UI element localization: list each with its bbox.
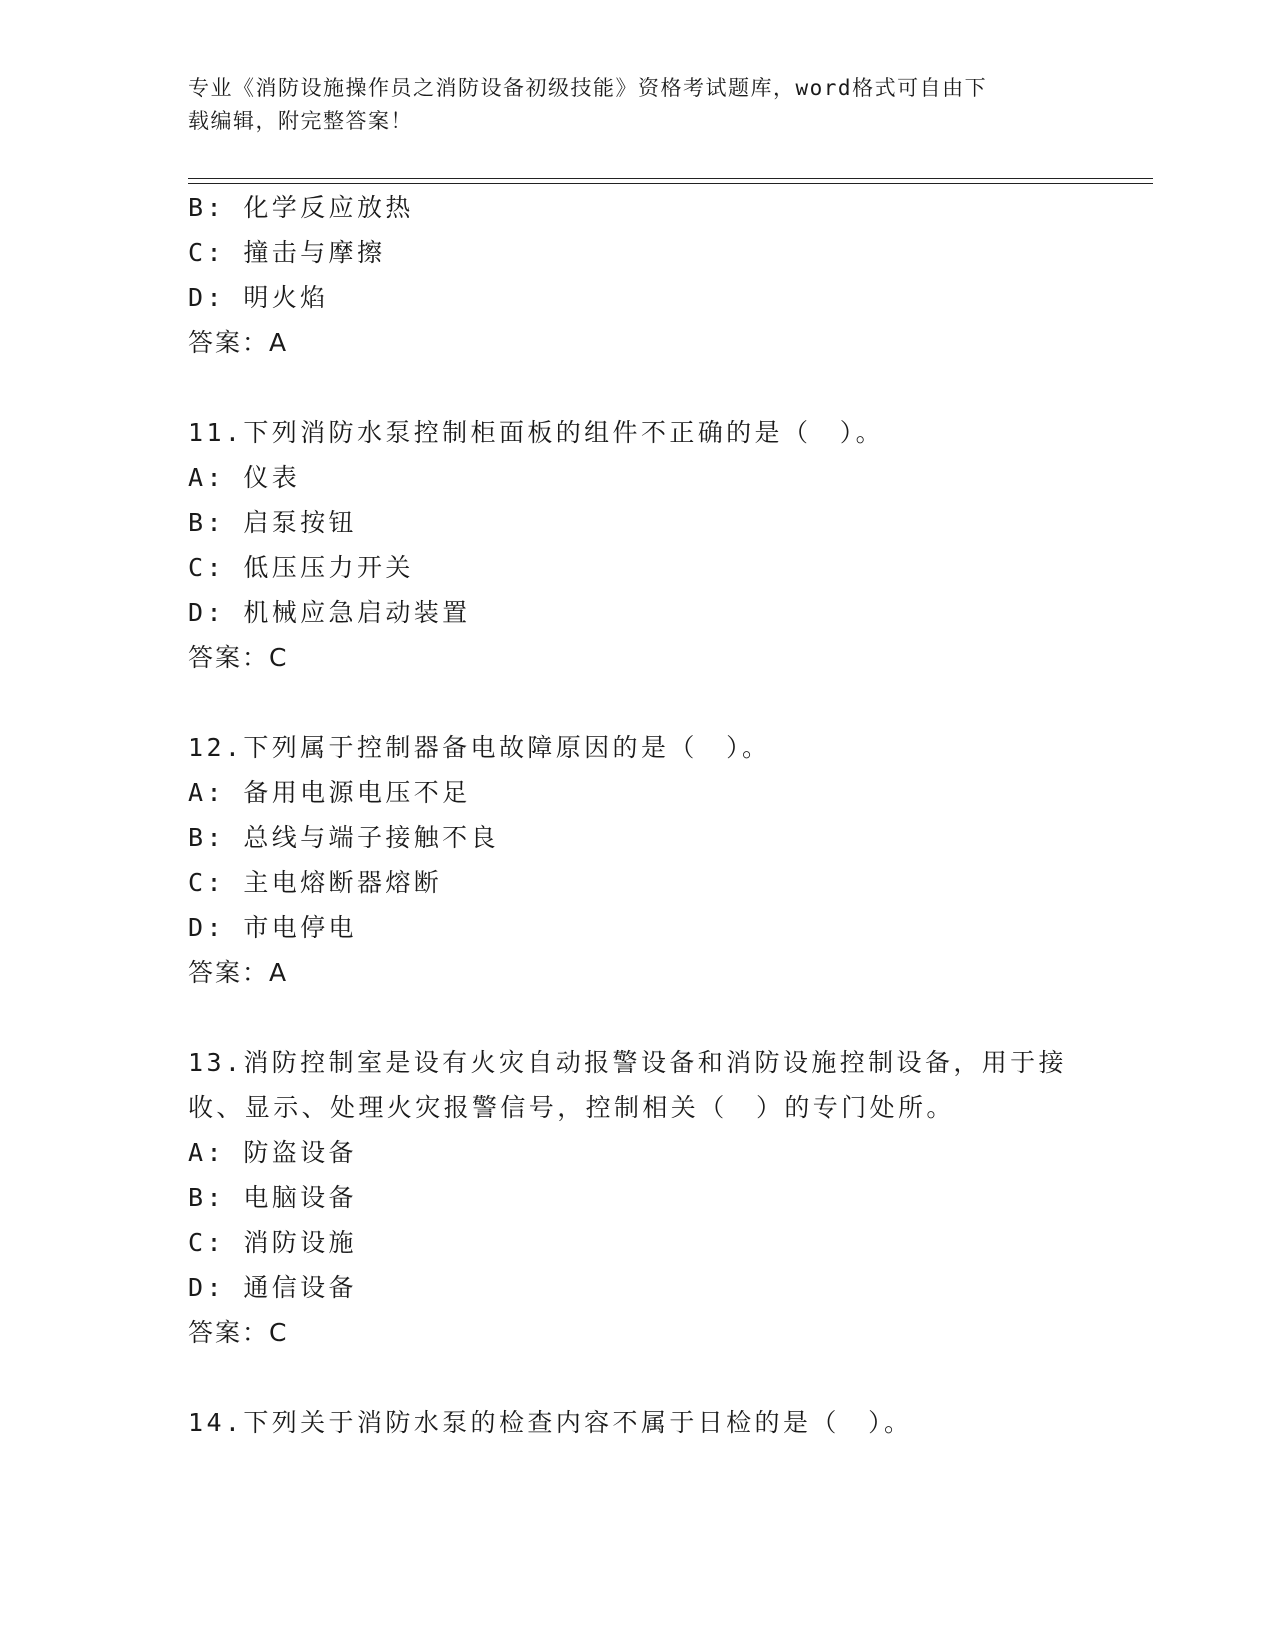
- q13-answer: 答案：C: [188, 1318, 289, 1347]
- q11-option-c: C: 低压压力开关: [188, 553, 414, 582]
- q12-option-b: B: 总线与端子接触不良: [188, 823, 499, 852]
- q12-option-c: C: 主电熔断器熔断: [188, 868, 443, 897]
- header-line-1: 专业《消防设施操作员之消防设备初级技能》资格考试题库，word格式可自由下: [188, 76, 988, 100]
- q11-option-a: A: 仪表: [188, 463, 301, 492]
- q12-option-d: D: 市电停电: [188, 913, 357, 942]
- header-divider-top: [188, 178, 1153, 179]
- q10-option-b: B: 化学反应放热: [188, 193, 414, 222]
- q11-option-d: D: 机械应急启动装置: [188, 598, 471, 627]
- header-line-2: 载编辑，附完整答案！: [188, 109, 413, 133]
- header-divider-bottom: [188, 183, 1153, 184]
- q13-option-a: A: 防盗设备: [188, 1138, 357, 1167]
- q13-option-d: D: 通信设备: [188, 1273, 357, 1302]
- q10-answer: 答案：A: [188, 328, 289, 357]
- q12-answer: 答案：A: [188, 958, 289, 987]
- q11-answer: 答案：C: [188, 643, 289, 672]
- q13-option-c: C: 消防设施: [188, 1228, 357, 1257]
- q12-option-a: A: 备用电源电压不足: [188, 778, 471, 807]
- document-header: [188, 72, 1068, 138]
- q11-option-b: B: 启泵按钮: [188, 508, 357, 537]
- q14-stem: 14.下列关于消防水泵的检查内容不属于日检的是（ ）。: [188, 1408, 913, 1437]
- q12-stem: 12.下列属于控制器备电故障原因的是（ ）。: [188, 733, 771, 762]
- q10-option-c: C: 撞击与摩擦: [188, 238, 386, 267]
- q10-option-d: D: 明火焰: [188, 283, 329, 312]
- q11-stem: 11.下列消防水泵控制柜面板的组件不正确的是（ ）。: [188, 418, 885, 447]
- q13-stem-line-1: 13.消防控制室是设有火灾自动报警设备和消防设施控制设备，用于接: [188, 1048, 1067, 1077]
- q13-option-b: B: 电脑设备: [188, 1183, 357, 1212]
- q13-stem-line-2: 收、显示、处理火灾报警信号，控制相关（ ）的专门处所。: [188, 1093, 955, 1122]
